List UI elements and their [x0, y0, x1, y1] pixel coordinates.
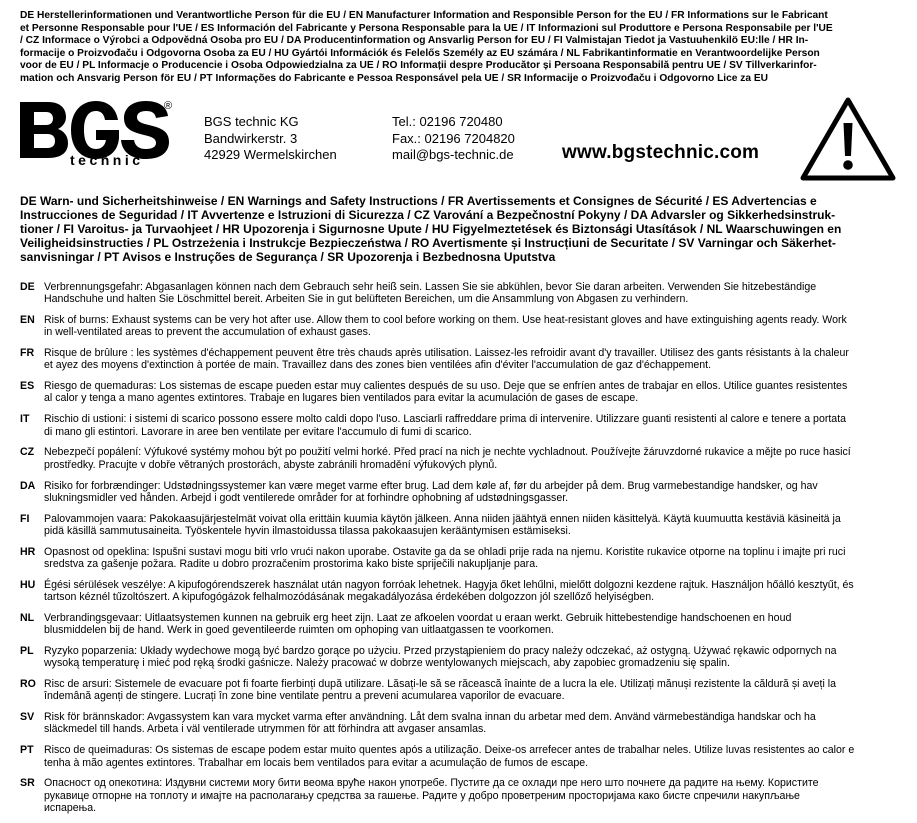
warning-entry-da	[20, 480, 900, 504]
warning-text-line: Risiko for forbrændinger: Udstødningssystemer kan være meget varme efter brug. Lad dem køle af, før du arbejder på dem. Brug varmebestandige handsker, og hav	[44, 479, 818, 492]
header-line: voor de EU / PL Informacje o Producencie i Osoba Odpowiedzialna za UE / RO Informații despre Producător și Persoana Responsabilă pentru UE / SV Tillverkarinfor-	[20, 60, 817, 72]
warning-entry-hr	[20, 546, 900, 570]
language-code: EN	[20, 314, 35, 327]
warning-text	[44, 546, 900, 570]
language-code: FI	[20, 512, 30, 525]
language-code: CZ	[20, 446, 35, 459]
warning-entry-nl	[20, 612, 900, 636]
warning-entry-pl	[20, 645, 900, 669]
warning-text-line: di mano gli estintori. Lavorare in aree ben ventilate per evitare l'accumulo di fumi di scarico.	[44, 425, 472, 438]
warning-text-line: Risk of burns: Exhaust systems can be very hot after use. Allow them to cool before working on them. Use heat-resistant gloves and have extinguishing agents ready. Work	[44, 314, 847, 327]
warning-text	[44, 744, 900, 768]
phone-number: Tel.: 02196 720480	[392, 114, 503, 129]
warning-text-line: Rischio di ustioni: i sistemi di scarico possono essere molto caldi dopo l'uso. Lasciarli raffreddare prima di intervenire. Utilizzare guanti resistenti al calore e tenere a portata	[44, 413, 847, 426]
warning-text-line: Ryzyko poparzenia: Układy wydechowe mogą być bardzo gorące po użyciu. Przed przystąpieniem do pracy należy odczekać, aż ostygną. Używać rękawic odpornych na	[44, 645, 837, 658]
company-name: BGS technic KG	[204, 114, 299, 129]
fax-number: Fax.: 02196 7204820	[392, 130, 515, 146]
warning-text-line: Risc de arsuri: Sistemele de evacuare pot fi foarte fierbinți după utilizare. Lăsați-le să se răcească înainte de a lucra la ele. Utilizați mănuși rezistente la căldură și aveți la	[44, 678, 836, 691]
language-code: DA	[20, 479, 36, 492]
warning-entry-it	[20, 413, 900, 437]
language-code: FR	[20, 347, 35, 360]
warning-text-line: Riesgo de quemaduras: Los sistemas de escape pueden estar muy calientes después de su uso. Deje que se enfríen antes de trabajar en ellos. Utilice guantes resistentes	[44, 380, 848, 393]
warning-entry-ro	[20, 678, 900, 702]
warning-text	[44, 777, 900, 814]
manufacturer-contact-block	[0, 100, 917, 190]
registered-mark: ®	[164, 100, 173, 112]
warning-text	[44, 612, 900, 636]
header-line: et Personne Responsable pour l'UE / ES Información del Fabricante y Persona Responsable para la UE / IT Informazioni sul Produttore e Persona Responsabile per l'UE	[20, 22, 833, 34]
warning-text-line: рукавице отпорне на топлоту и имајте на располагању средства за гашење. Радите у добро проветреним просторијама како бисте спречили накупљање	[44, 789, 800, 802]
language-code: IT	[20, 413, 30, 426]
warning-entry-cz	[20, 446, 900, 470]
header-line: / CZ Informace o Výrobci a Odpovědná Osoba pro EU / DA Producentinformation og Ansvarlig Person for EU / FI Valmistajan Tiedot ja Vastuuhenkilö EU:lle / HR In-	[20, 35, 809, 47]
warning-entry-fr	[20, 347, 900, 371]
heading-line: DE Warn- und Sicherheitshinweise / EN Warnings and Safety Instructions / FR Avertissements et Consignes de Sécurité / ES Advertencias e	[20, 194, 817, 208]
language-code: RO	[20, 678, 36, 691]
warning-triangle-icon	[800, 96, 896, 182]
warning-text-line: Risk för brännskador: Avgassystem kan vara mycket varma efter användning. Låt dem svalna innan du arbetar med dem. Använd värmebeständiga handskar och ha	[44, 711, 816, 724]
language-code: HU	[20, 578, 36, 591]
warning-text-line: Verbrennungsgefahr: Abgasanlagen können nach dem Gebrauch sehr heiß sein. Lassen Sie sie abkühlen, bevor Sie daran arbeiten. Verwenden Sie hitzebeständige	[44, 281, 817, 293]
warning-text	[44, 446, 900, 470]
warning-text-line: tenha à mão agentes extintores. Trabalhar em locais bem ventilados para evitar a acumulação de fumos de escape.	[44, 756, 589, 769]
language-code: SR	[20, 777, 35, 790]
language-code: PT	[20, 744, 34, 757]
warning-text-line: Risque de brûlure : les systèmes d'échappement peuvent être très chauds après utilisation. Laissez-les refroidir avant d'y travailler. Utilisez des gants résistants à la chaleur	[44, 347, 849, 360]
warning-text-line: sredstva za gašenje požara. Radite u dobro prozračenim prostorima kako biste spriječili nakupljanje para.	[44, 557, 539, 570]
email-link[interactable]: mail@bgs-technic.de	[392, 147, 514, 162]
warning-text-line: Verbrandingsgevaar: Uitlaatsystemen kunnen na gebruik erg heet zijn. Laat ze afkoelen voordat u eraan werkt. Gebruik hittebestendige handschoenen en houd	[44, 611, 792, 624]
heading-line: sanvisningar / PT Avisos e Instruções de Segurança / SR Upozorenja i Bezbednosna Uputstva	[20, 250, 556, 265]
language-code: NL	[20, 611, 35, 624]
language-code: PL	[20, 645, 34, 658]
header-line: DE Herstellerinformationen und Verantwortliche Person für die EU / EN Manufacturer Information and Responsible Person for the EU / FR Informations sur le Fabricant	[20, 10, 828, 21]
warning-entry-sr	[20, 777, 900, 814]
language-code: SV	[20, 711, 35, 724]
header-line: mation och Ansvarig Person för EU / PT Informações do Fabricante e Pessoa Responsável pela UE / SR Informacije o Proizvođaču i Odgovorno Lice za EU	[20, 72, 769, 84]
warning-text-line: Égési sérülések veszélye: A kipufogórendszerek használat után nagyon forróak lehetnek. Hagyja őket lehűlni, mielőtt dolgozni kezdene rajtuk. Használjon hőálló kesztyűt, és	[44, 578, 854, 591]
warning-entries-list	[20, 281, 900, 823]
warning-entry-pt	[20, 744, 900, 768]
warning-entry-en	[20, 314, 900, 338]
company-city: 42929 Wermelskirchen	[204, 147, 337, 162]
website-link[interactable]: www.bgstechnic.com	[562, 142, 760, 163]
warning-text-line: Opasnost od opeklina: Ispušni sustavi mogu biti vrlo vrući nakon uporabe. Ostavite ga da se ohladi prije rada na njemu. Koristite rukavice otporne na toplinu i imajte pri ruci	[44, 545, 846, 558]
warning-text-line: îndemână agenți de stingere. Lucrați în zone bine ventilate pentru a preveni acumularea vaporilor de evacuare.	[44, 690, 565, 703]
bgs-technic-logo	[18, 100, 176, 166]
warning-entry-sv	[20, 711, 900, 735]
warning-text-line: tartson kéznél tűzoltószert. A kipufogógázok felhalmozódásának megakadályozása érdekében dolgozzon jól szellőző helyiségben.	[44, 591, 655, 604]
heading-line: Instrucciones de Seguridad / IT Avvertenze e Istruzioni di Sicurezza / CZ Varování a Bezpečnostní Pokyny / DA Advarsler og Sikkerhedsinstruk-	[20, 208, 836, 223]
warning-entry-hu	[20, 579, 900, 603]
warning-entry-es	[20, 380, 900, 404]
warning-text	[44, 281, 900, 305]
language-code: HR	[20, 545, 36, 558]
warning-text	[44, 380, 900, 404]
heading-line: Veiligheidsinstructies / PL Ostrzeżenia i Instrukcje Bezpieczeństwa / RO Avertismente și Instrucțiuni de Securitate / SV Varningar och Säkerhet-	[20, 236, 836, 251]
warning-text	[44, 711, 900, 735]
logo-sub-text: technic	[70, 152, 144, 166]
warning-text	[44, 645, 900, 669]
warning-text-line: al calor y tenga a mano agentes extintores. Trabaje en lugares bien ventilados para evitar la acumulación de gases de escape.	[44, 392, 639, 405]
header-line: formacije o Proizvođaču i Odgovorna Osoba za EU / HU Gyártói Információk és Felelős Személy az EU számára / NL Fabrikantinformatie en Verantwoordelijke Person	[20, 47, 820, 59]
warning-text-line: prostředky. Pracujte v dobře větraných prostorách, abyste zabránili hromadění výfukových plynů.	[44, 458, 498, 471]
company-street: Bandwirkerstr. 3	[204, 130, 298, 146]
warning-text	[44, 413, 900, 437]
heading-line: tioner / FI Varoitus- ja Turvaohjeet / HR Upozorenja i Sigurnosne Upute / HU Figyelmeztetések és Biztonsági Utasítások / NL Waarschuwingen en	[20, 222, 842, 237]
company-address	[204, 114, 337, 164]
warning-text-line: Palovammojen vaara: Pakokaasujärjestelmät voivat olla erittäin kuumia käytön jälkeen. Anna niiden jäähtyä ennen niiden käsittelyä. Käytä kuumuutta kestäviä käsineitä ja	[44, 512, 841, 525]
warning-text-line: Nebezpečí popálení: Výfukové systémy mohou být po použití velmi horké. Před prací na nich je nechte vychladnout. Používejte žáruvzdorné rukavice a mějte po ruce hasicí	[44, 446, 851, 459]
warning-text-line: wysoką temperaturę i mieć pod ręką środki gaśnicze. Należy pracować w dobrze wentylowanych miejscach, aby zapobiec gromadzeniu się spalin.	[44, 657, 730, 670]
warning-text-line: släckmedel till hands. Arbeta i väl ventilerade utrymmen för att förhindra att avgaser ansamlas.	[44, 723, 487, 736]
warning-text	[44, 579, 900, 603]
warning-text-line: Handschuhe und halten Sie Löschmittel bereit. Arbeiten Sie in gut belüfteten Bereichen, um die Ansammlung von Abgasen zu verhindern.	[44, 293, 689, 306]
warning-text	[44, 678, 900, 702]
warning-text	[44, 314, 900, 338]
warning-text	[44, 513, 900, 537]
warning-text	[44, 347, 900, 371]
warning-text-line: in well-ventilated areas to prevent the accumulation of exhaust gases.	[44, 326, 371, 339]
warning-text-line: et ayez des moyens d'extinction à portée de main. Travaillez dans des zones bien ventilées afin d'éviter l'accumulation de gaz d'échappement.	[44, 359, 712, 372]
warning-text-line: Опасност од опекотина: Издувни системи могу бити веома вруће након употребе. Пустите да се охлади пре него што почнете да радите на њему. Користите	[44, 777, 819, 790]
warning-entry-de	[20, 281, 900, 305]
warning-entry-fi	[20, 513, 900, 537]
manufacturer-info-header	[20, 10, 900, 86]
warning-text-line: slukningsmidler ved hånden. Arbejd i godt ventilerede områder for at forhindre ophobning af udstødningsgasser.	[44, 491, 569, 504]
warning-text-line: Risco de queimaduras: Os sistemas de escape podem estar muito quentes após a utilização. Deixe-os arrefecer antes de trabalhar neles. Utilize luvas resistentes ao calor e	[44, 744, 855, 757]
warning-text-line: blusmiddelen bij de hand. Werk in goed geventileerde ruimten om ophoping van uitlaatgassen te voorkomen.	[44, 624, 554, 637]
warning-text-line: pidä käsillä sammutusaineita. Työskentele hyvin ilmastoidussa tilassa pakokaasujen kerääntymisen estämiseksi.	[44, 524, 571, 537]
warning-text	[44, 480, 900, 504]
language-code: DE	[20, 281, 35, 293]
contact-details	[392, 114, 515, 164]
safety-instructions-heading	[20, 194, 900, 264]
language-code: ES	[20, 380, 35, 393]
warning-text-line: испарења.	[44, 801, 97, 814]
